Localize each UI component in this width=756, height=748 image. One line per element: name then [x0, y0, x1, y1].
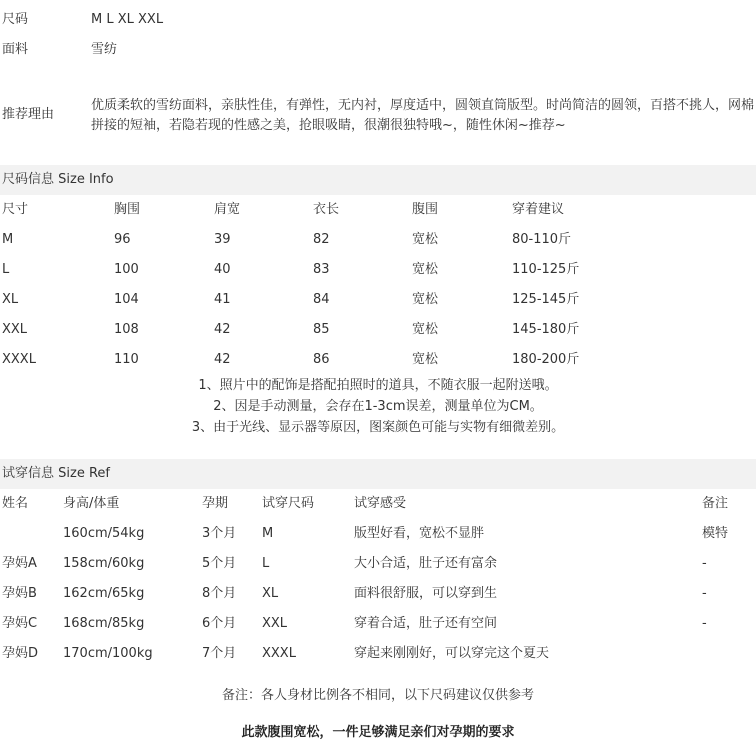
table-cell: 孕妈B	[2, 586, 37, 601]
column-header: 身高/体重	[63, 496, 120, 511]
size-info-header	[0, 165, 756, 195]
size-note-1: 1、照片中的配饰是搭配拍照时的道具，不随衣服一起附送哦。	[198, 378, 558, 393]
table-cell: 80-110斤	[512, 232, 572, 247]
column-header: 试穿尺码	[262, 496, 315, 511]
table-cell: 85	[313, 322, 330, 337]
size-ref-title: 试穿信息 Size Ref	[2, 466, 110, 481]
column-header: 腹围	[412, 202, 439, 217]
table-cell: 108	[114, 322, 139, 337]
table-cell: 42	[214, 322, 231, 337]
table-cell: 170cm/100kg	[63, 646, 153, 661]
table-cell: XXL	[2, 322, 28, 337]
table-cell: -	[702, 556, 707, 571]
table-cell: 8个月	[202, 586, 237, 601]
table-cell: 82	[313, 232, 330, 247]
column-header: 孕期	[202, 496, 229, 511]
table-cell: XL	[262, 586, 279, 601]
table-cell: 83	[313, 262, 330, 277]
table-cell: L	[2, 262, 10, 277]
fabric-value: 雪纺	[91, 42, 118, 57]
table-cell: 模特	[702, 526, 729, 541]
table-cell: 86	[313, 352, 330, 367]
table-cell: 孕妈C	[2, 616, 38, 631]
column-header: 尺寸	[2, 202, 29, 217]
table-cell: 穿起来刚刚好，可以穿完这个夏天	[354, 646, 550, 661]
table-cell: 孕妈A	[2, 556, 37, 571]
table-cell: 84	[313, 292, 330, 307]
table-cell: 110	[114, 352, 139, 367]
size-ref-note: 备注：各人身材比例各不相同，以下尺码建议仅供参考	[221, 688, 534, 703]
table-cell: 版型好看，宽松不显胖	[354, 526, 485, 541]
table-cell: 宽松	[412, 292, 439, 307]
table-cell: 穿着合适，肚子还有空间	[354, 616, 498, 631]
table-cell: XXXL	[262, 646, 296, 661]
table-cell: 42	[214, 352, 231, 367]
size-value: M L XL XXL	[91, 12, 164, 27]
size-note-2: 2、因是手动测量，会存在1-3cm误差，测量单位为CM。	[213, 399, 543, 414]
column-header: 姓名	[2, 496, 29, 511]
table-cell: 158cm/60kg	[63, 556, 145, 571]
table-cell: 宽松	[412, 262, 439, 277]
size-label: 尺码	[2, 12, 29, 27]
column-header: 穿着建议	[512, 202, 565, 217]
table-cell: 145-180斤	[512, 322, 580, 337]
maternity-emphasis: 此款腹围宽松，一件足够满足亲们对孕期的要求	[241, 725, 515, 740]
table-cell: 110-125斤	[512, 262, 580, 277]
table-cell: 5个月	[202, 556, 237, 571]
table-cell: M	[262, 526, 274, 541]
table-cell: 孕妈D	[2, 646, 39, 661]
table-cell: 面料很舒服，可以穿到生	[354, 586, 498, 601]
table-cell: 7个月	[202, 646, 237, 661]
reason-text: 优质柔软的雪纺面料，亲肤性佳，有弹性，无内衬，厚度适中，圆领直筒版型。时尚简洁的圆领，百搭不挑人，网棉拼接的短袖，若隐若现的性感之美，抢眼吸睛，很潮很独特哦~，随性休闲~推荐~	[91, 98, 755, 133]
reason-label: 推荐理由	[2, 107, 55, 122]
table-cell: 宽松	[412, 322, 439, 337]
table-cell: -	[702, 616, 707, 631]
table-cell: -	[702, 586, 707, 601]
column-header: 肩宽	[214, 202, 241, 217]
fabric-label: 面料	[2, 42, 29, 57]
table-cell: M	[2, 232, 14, 247]
column-header: 衣长	[313, 202, 340, 217]
table-cell: 125-145斤	[512, 292, 580, 307]
table-cell: 3个月	[202, 526, 237, 541]
table-cell: XL	[2, 292, 19, 307]
table-cell: 168cm/85kg	[63, 616, 145, 631]
size-info-title: 尺码信息 Size Info	[2, 172, 114, 187]
table-cell: 宽松	[412, 352, 439, 367]
table-cell: 39	[214, 232, 231, 247]
size-ref-header	[0, 459, 756, 489]
column-header: 试穿感受	[354, 496, 407, 511]
table-cell: XXXL	[2, 352, 36, 367]
table-cell: 大小合适，肚子还有富余	[354, 556, 498, 571]
table-cell: 41	[214, 292, 231, 307]
table-cell: 104	[114, 292, 139, 307]
table-cell: L	[262, 556, 270, 571]
table-cell: 162cm/65kg	[63, 586, 145, 601]
table-cell: 96	[114, 232, 131, 247]
table-cell: 100	[114, 262, 139, 277]
table-cell: 180-200斤	[512, 352, 580, 367]
column-header: 备注	[702, 496, 729, 511]
table-cell: 6个月	[202, 616, 237, 631]
table-cell: 宽松	[412, 232, 439, 247]
size-note-3: 3、由于光线、显示器等原因，图案颜色可能与实物有细微差别。	[191, 420, 565, 435]
column-header: 胸围	[114, 202, 141, 217]
table-cell: 160cm/54kg	[63, 526, 145, 541]
table-cell: XXL	[262, 616, 288, 631]
table-cell: 40	[214, 262, 231, 277]
